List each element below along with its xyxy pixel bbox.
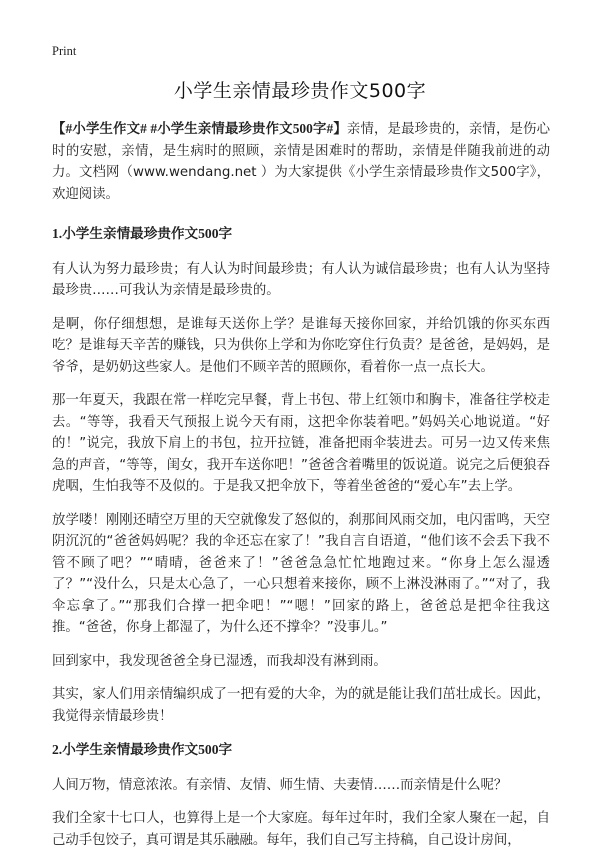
paragraph: 人间万物，情意浓浓。有亲情、友情、师生情、夫妻情……而亲情是什么呢？ [52, 777, 508, 793]
paragraph: 我们全家十七口人，也算得上是一个大家庭。每年过年时，我们全家人聚在一起，自己动手包饺子，真可谓是其乐融融。每年，我们自己写主持稿，自己设计房间， [52, 811, 550, 848]
paragraph: 有人认为努力最珍贵；有人认为时间最珍贵；有人认为诚信最珍贵；也有人认为坚持最珍贵……可我认为亲情是最珍贵的。 [52, 261, 550, 298]
document-title: 小学生亲情最珍贵作文500字 [173, 80, 427, 102]
paragraph: 其实，家人们用亲情编织成了一把有爱的大伞，为的就是能让我们茁壮成长。因此，我觉得亲情最珍贵！ [52, 687, 550, 724]
paragraph: 是啊，你仔细想想，是谁每天送你上学？是谁每天接你回家，并给饥饿的你买东西吃？是谁每天辛苦的赚钱，只为供你上学和为你吃穿住行负责？是爸爸，是妈妈，是爷爷，是奶奶这些家人。是他们不顾辛苦的照顾你，看着你一点一点长大。 [52, 316, 550, 375]
print-link[interactable]: Print [52, 44, 77, 58]
intro-paragraph [52, 118, 550, 205]
paragraph: 那一年夏天，我跟在常一样吃完早餐，背上书包、带上红领巾和胸卡，准备往学校走去。“等等，我看天气预报上说今天有雨，这把伞你装着吧。”妈妈关心地说道。“好的！”说完，我放下肩上的书包，拉开拉链，准备把雨伞装进去。可另一边又传来焦急的声音，“等等，闺女，我开车送你吧！”爸爸含着嘴里的饭说道。说完之后便狼吞虎咽，生怕我等不及似的。于是我又把伞放下，等着坐爸爸的“爱心车”去上学。 [52, 393, 550, 494]
section-heading: 1.小学生亲情最珍贵作文500字 [52, 226, 233, 241]
intro-tag: 【#小学生作文# #小学生亲情最珍贵作文500字#】 [52, 121, 347, 136]
intro-text: 亲情，是最珍贵的，亲情，是伤心时的安慰，亲情，是生病时的照顾，亲情是困难时的帮助，亲情是伴随我前进的动力。文档网（www.wendang.net ）为大家提供《小学生亲情最珍贵作文500字》，欢迎阅读。 [52, 122, 550, 202]
section-2 [52, 739, 550, 851]
document-body [52, 118, 550, 863]
section-1 [52, 223, 550, 727]
paragraph: 回到家中，我发现爸爸全身已湿透，而我却没有淋到雨。 [52, 653, 387, 669]
paragraph: 放学喽！刚刚还晴空万里的天空就像发了怒似的，刹那间风雨交加，电闪雷鸣，天空阴沉沉的“爸爸妈妈呢？我的伞还忘在家了！”我自言自语道，“他们该不会丢下我不管不顾了吧？”“晴晴，爸爸来了！”爸爸急急忙忙地跑过来。“你身上怎么湿透了？”“没什么，只是太心急了，一心只想着来接你，顾不上淋没淋雨了。”“对了，我伞忘拿了。”“那我们合撑一把伞吧！”“嗯！”回家的路上，爸爸总是把伞往我这推。“爸爸，你身上都湿了，为什么还不撑伞？”没事儿。” [52, 512, 550, 635]
section-heading: 2.小学生亲情最珍贵作文500字 [52, 742, 233, 757]
